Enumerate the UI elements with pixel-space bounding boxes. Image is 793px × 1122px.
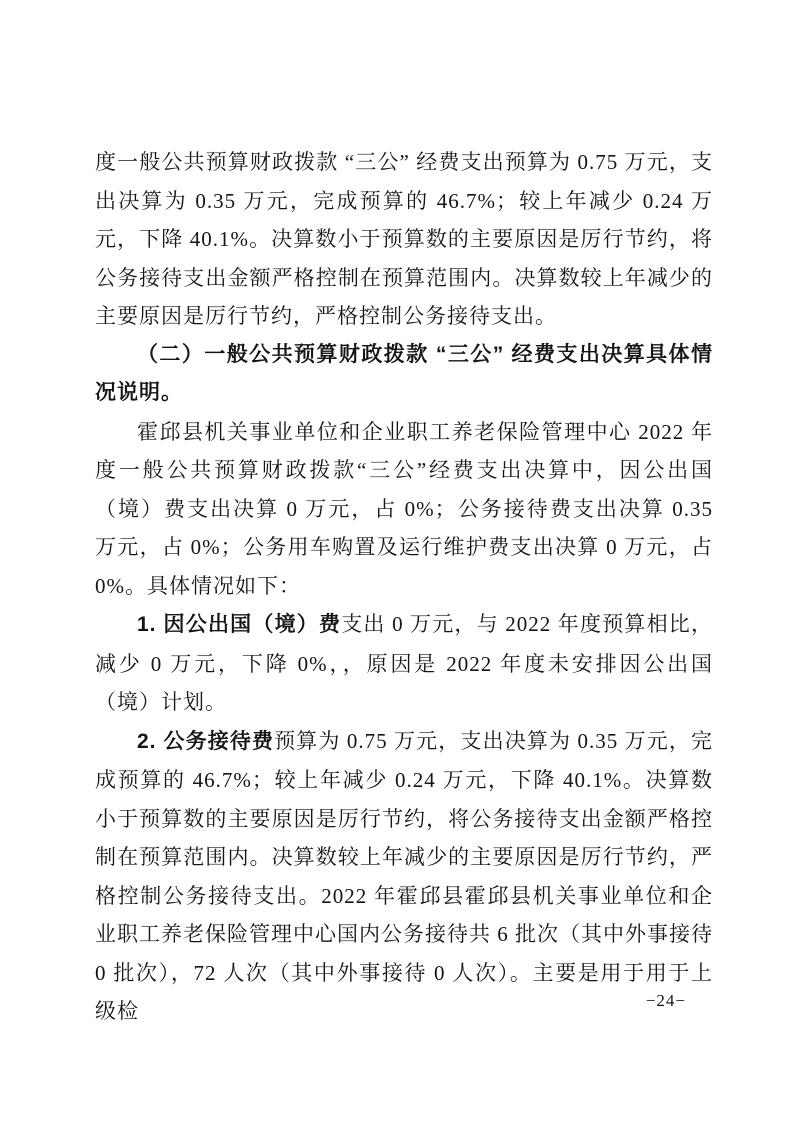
page-number: −24− (645, 991, 686, 1010)
item-2-text: 预算为 0.75 万元，支出决算为 0.35 万元，完成预算的 46.7%；较上年减少 0.24 万元，下降 40.1%。决算数小于预算数的主要原因是厉行节约，将公务接待支出金额严格控制在预算范围内。决算数较上年减少的主要原因是厉行节约，严格控制公务接待支出。2022 年霍邱县霍邱县机关事业单位和企业职工养老保险管理中心国内公务接待共 6 批次（其中外事接待 0 批次），72 人次（其中外事接待 0 人次）。主要是用于用于上级检 (95, 728, 713, 1023)
section-heading: （二）一般公共预算财政拨款 “三公” 经费支出决算具体情况说明。 (95, 342, 713, 404)
carryover-paragraph: 度一般公共预算财政拨款 “三公” 经费支出预算为 0.75 万元，支出决算为 0.35 万元，完成预算的 46.7%；较上年减少 0.24 万元，下降 40.1%。决算数小于预算数的主要原因是厉行节约，将公务接待支出金额严格控制在预算范围内。决算数较上年减少的主要原因是厉行节约，严格控制公务接待支出。 (95, 150, 713, 328)
item-2-label: 2. 公务接待费 (137, 729, 275, 753)
item-1-paragraph (95, 605, 713, 722)
document-body (95, 143, 713, 1031)
item-1-text: 支出 0 万元，与 2022 年度预算相比，减少 0 万元，下降 0%，，原因是 2022 年度未安排因公出国（境）计划。 (95, 612, 713, 714)
item-1-label: 1. 因公出国（境）费 (137, 613, 342, 636)
item-2-paragraph (95, 722, 713, 1031)
overview-paragraph: 霍邱县机关事业单位和企业职工养老保险管理中心 2022 年度一般公共预算财政拨款“三公”经费支出决算中，因公出国（境）费支出决算 0 万元，占 0%；公务接待费支出决算 0.35 万元，占 0%；公务用车购置及运行维护费支出决算 0 万元，占 0%。具体情况如下： (95, 419, 713, 598)
